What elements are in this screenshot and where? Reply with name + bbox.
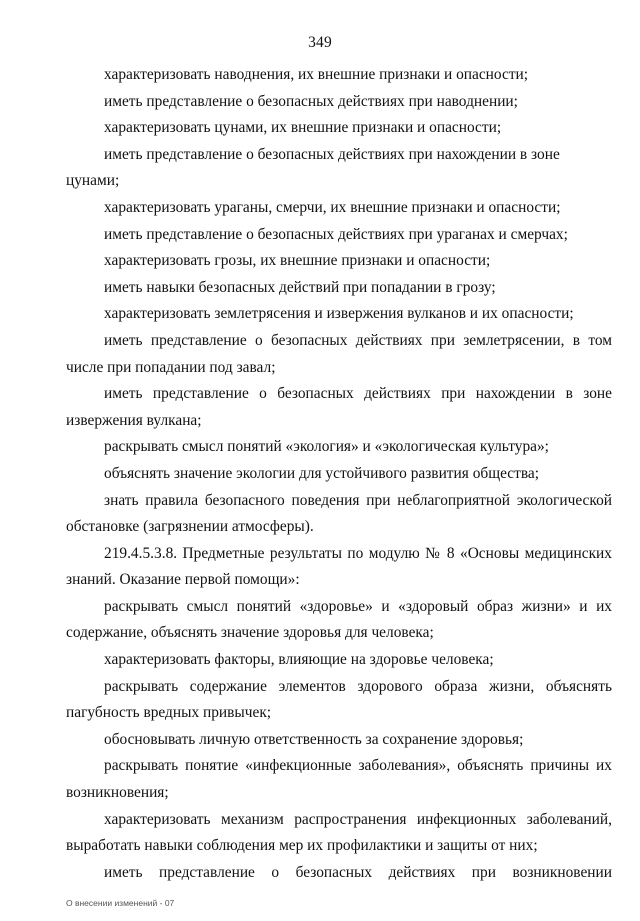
paragraph-19: обосновывать личную ответственность за сохранение здоровья; (104, 730, 524, 748)
paragraph-6: иметь представление о безопасных действиях при ураганах и смерчах; (104, 225, 568, 243)
paragraph-9: характеризовать землетрясения и извержения вулканов и их опасности; (104, 305, 574, 323)
paragraph-7: характеризовать грозы, их внешние признаки и опасности; (104, 252, 491, 270)
paragraph-4: иметь представление о безопасных действиях при нахождении в зоне цунами; (66, 145, 560, 190)
page-number: 349 (308, 34, 332, 51)
paragraph-20: раскрывать понятие «инфекционные заболевания», объяснять причины их возникновения; (66, 757, 612, 802)
paragraph-21: характеризовать механизм распространения инфекционных заболеваний, выработать навыки соблюдения мер их профилактики и защиты от них; (66, 810, 612, 855)
paragraph-5: характеризовать ураганы, смерчи, их внешние признаки и опасности; (104, 198, 561, 216)
paragraph-12: раскрывать смысл понятий «экология» и «экологическая культура»; (104, 438, 549, 456)
paragraph-13: объяснять значение экологии для устойчивого развития общества; (104, 464, 540, 482)
paragraph-17: характеризовать факторы, влияющие на здоровье человека; (104, 651, 494, 669)
paragraph-1: характеризовать наводнения, их внешние признаки и опасности; (104, 66, 529, 83)
paragraph-22: иметь представление о безопасных действиях при возникновении (104, 863, 612, 881)
paragraph-14: знать правила безопасного поведения при неблагоприятной экологической обстановке (загрязнении атмосферы). (66, 491, 612, 536)
page-body (66, 62, 612, 886)
paragraph-3: характеризовать цунами, их внешние признаки и опасности; (104, 119, 502, 137)
paragraph-8: иметь навыки безопасных действий при попадании в грозу; (104, 278, 496, 296)
paragraph-2: иметь представление о безопасных действиях при наводнении; (104, 92, 518, 110)
paragraph-15: 219.4.5.3.8. Предметные результаты по модулю № 8 «Основы медицинских знаний. Оказание первой помощи»: (66, 544, 612, 589)
paragraph-16: раскрывать смысл понятий «здоровье» и «здоровый образ жизни» и их содержание, объяснять значение здоровья для человека; (66, 597, 612, 642)
paragraph-10: иметь представление о безопасных действиях при землетрясении, в том числе при попадании под завал; (66, 331, 612, 376)
paragraph-11: иметь представление о безопасных действиях при нахождении в зоне извержения вулкана; (66, 385, 612, 429)
footer-note: О внесении изменений - 07 (66, 898, 175, 908)
paragraph-18: раскрывать содержание элементов здорового образа жизни, объяснять пагубность вредных привычек; (66, 677, 612, 722)
